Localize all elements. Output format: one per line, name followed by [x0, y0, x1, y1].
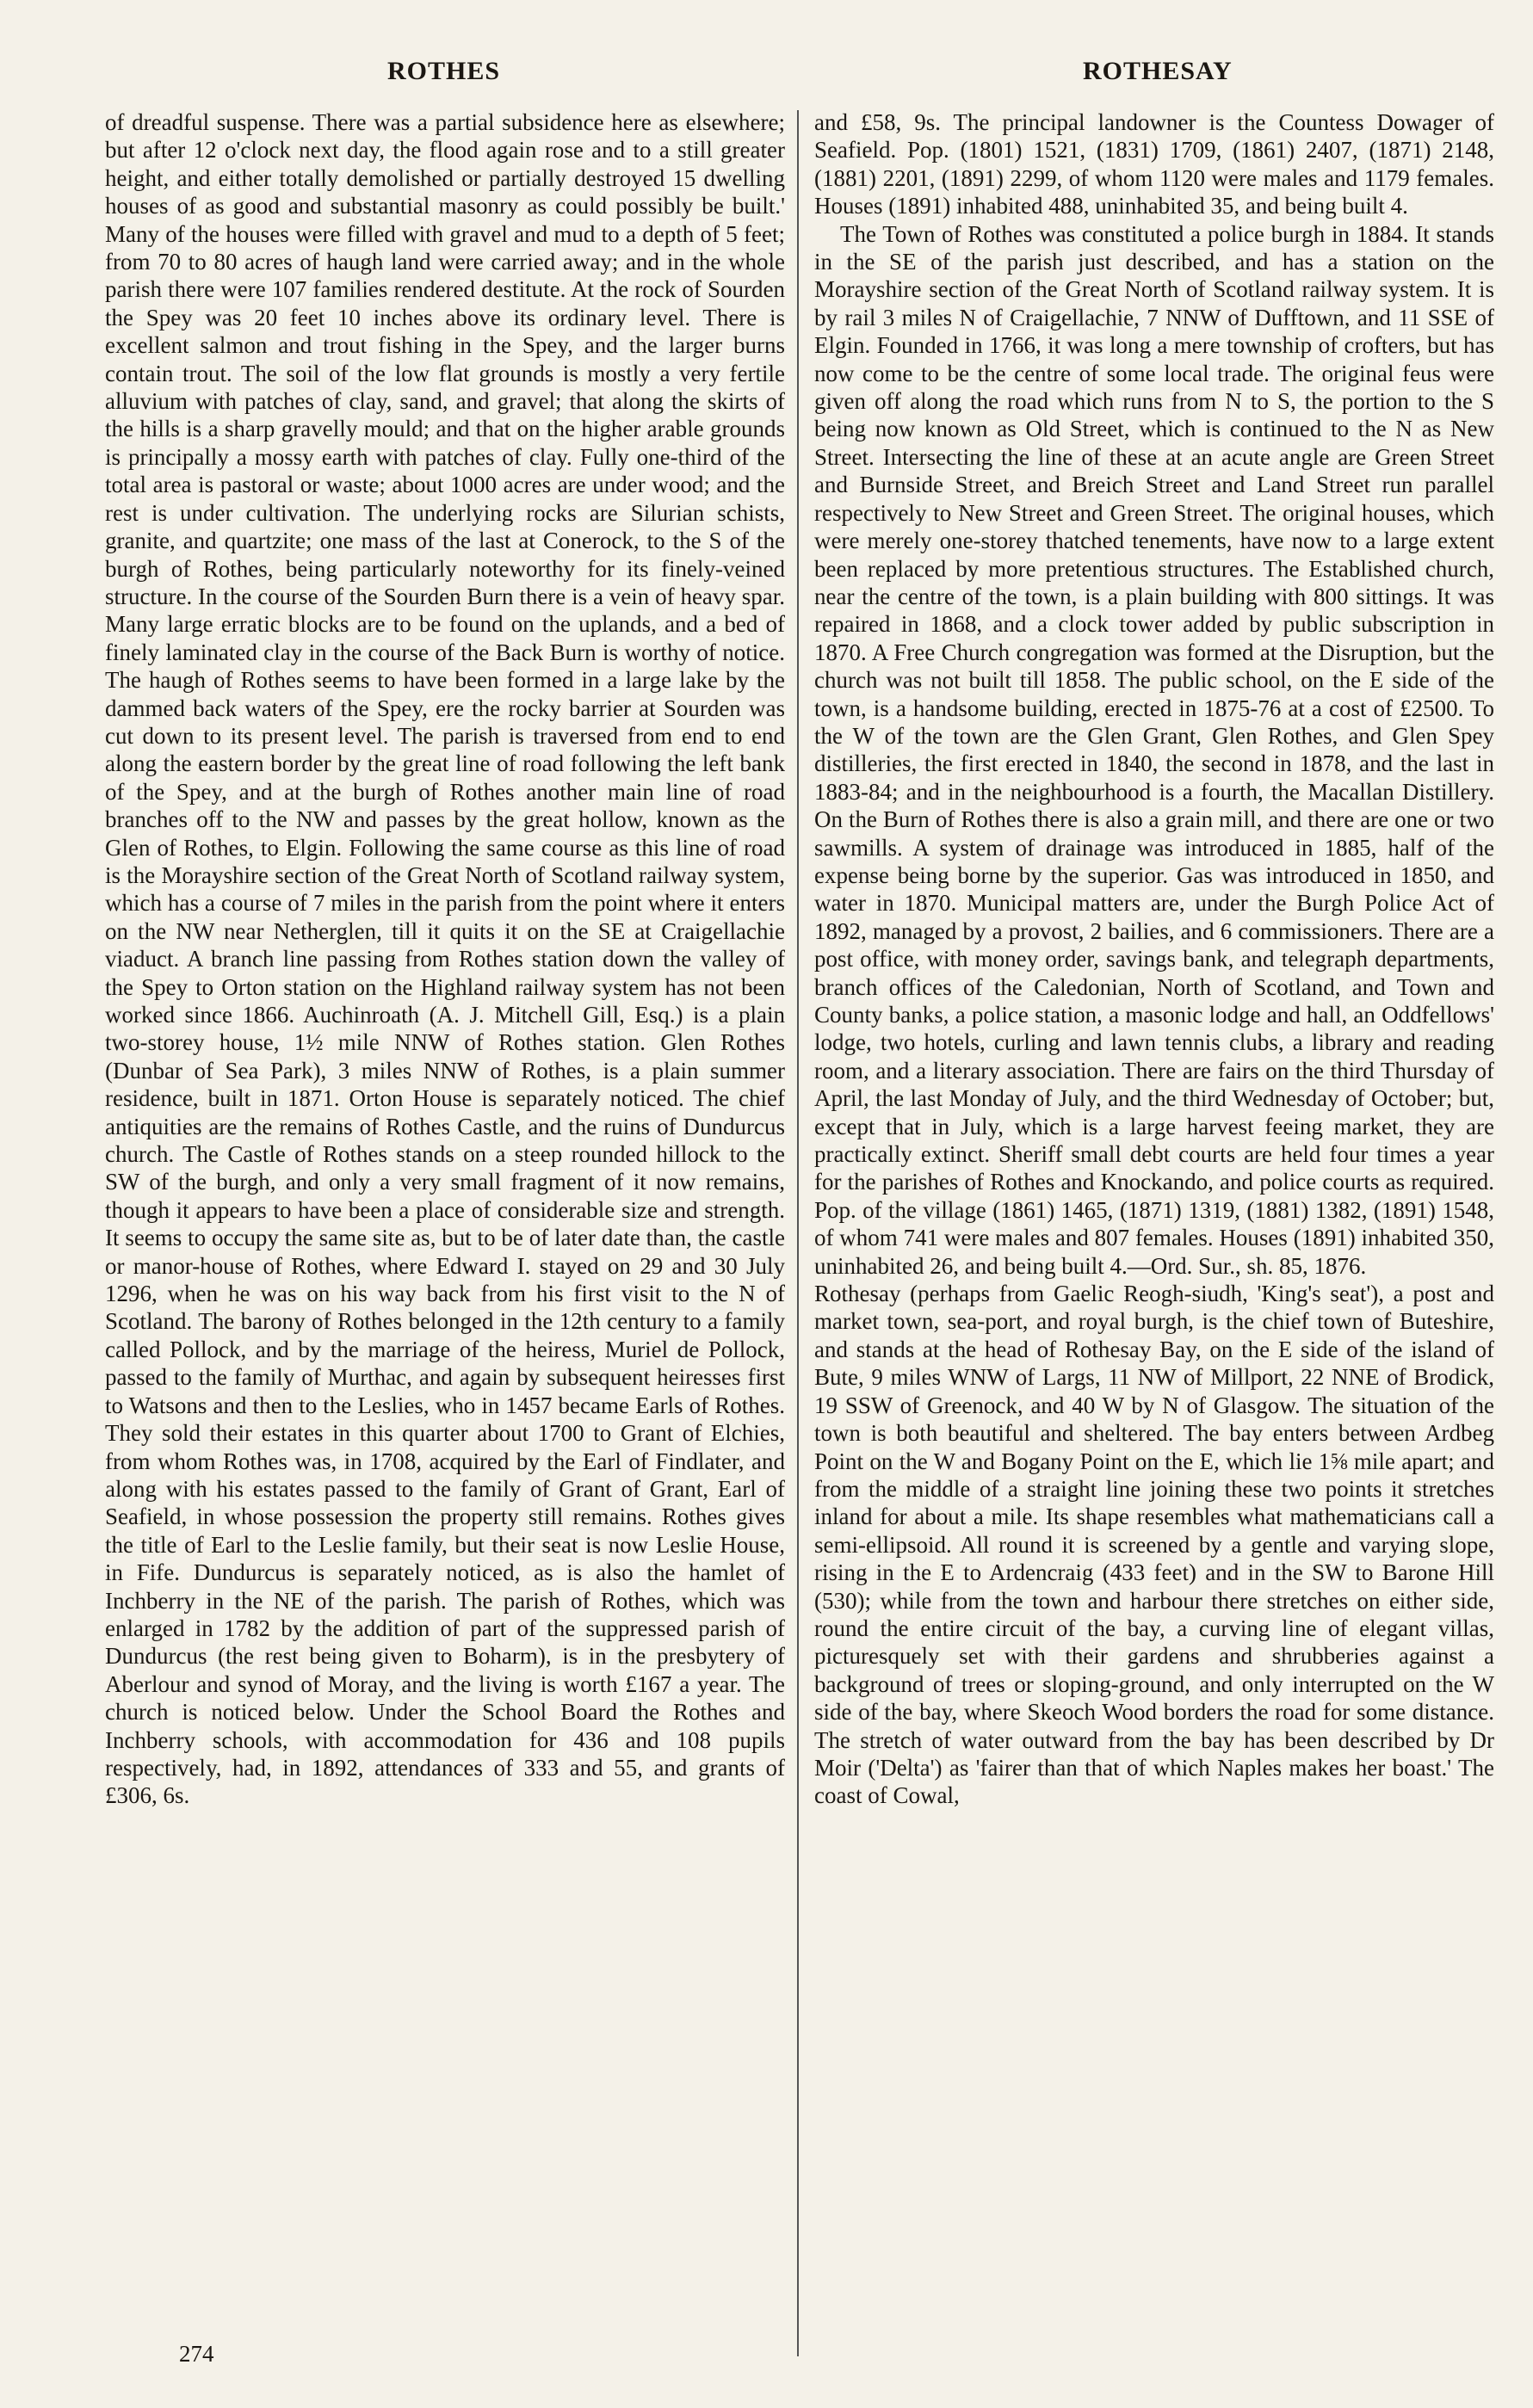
entry-paragraph-rothesay: Rothesay (perhaps from Gaelic Reogh-siudh, 'King's seat'), a post and market town, sea-port, and royal burgh, is the chief town of Buteshire, and stands at the head of Rothesay Bay, on the E side of the island of Bute, 9 miles WNW of Largs, 11 NW of Millport, 22 NNE of Brodick, 19 SSW of Greenock, and 40 W by N of Glasgow. The situation of the town is both beautiful and sheltered. The bay enters between Ardbeg Point on the W and Bogany Point on the E, which lie 1⅝ mile apart; and from the middle of a straight line joining these two points it stretches inland for about a mile. Its shape resembles what mathematicians call a semi-ellipsoid. All round it is screened by a gentle and varying slope, rising in the E to Ardencraig (433 feet) and in the SW to Barone Hill (530); while from the town and harbour there stretches on either side, round the entire circuit of the bay, a curving line of elegant villas, picturesquely set with their gardens and shrubberies against a background of trees or sloping-ground, and only interrupted on the W side of the bay, where Skeoch Wood borders the road for some distance. The stretch of water outward from the bay has been described by Dr Moir ('Delta') as 'fairer than that of which Naples makes her boast.' The coast of Cowal, — [814, 1281, 1494, 1809]
left-column — [105, 108, 785, 1810]
paragraph: The Town of Rothes was constituted a police burgh in 1884. It stands in the SE of the parish just described, and has a station on the Morayshire section of the Great North of Scotland railway system. It is by rail 3 miles N of Craigellachie, 7 NNW of Dufftown, and 11 SSE of Elgin. Founded in 1766, it was long a mere township of crofters, but has now come to be the centre of some local trade. The original feus were given off along the road which runs from N to S, the portion to the S being now known as Old Street, which is continued to the N as New Street. Intersecting the line of these at an acute angle are Green Street and Burnside Street, and Breich Street and Land Street run parallel respectively to New Street and Green Street. The original houses, which were merely one-storey thatched tenements, have now to a large extent been replaced by more pretentious structures. The Established church, near the centre of the town, is a plain building with 800 sittings. It was repaired in 1868, and a clock tower added by public subscription in 1870. A Free Church congregation was formed at the Disruption, but the church was not built till 1858. The public school, on the E side of the town, is a handsome building, erected in 1875-76 at a cost of £2500. To the W of the town are the Glen Grant, Glen Rothes, and Glen Spey distilleries, the first erected in 1840, the second in 1878, and the last in 1883-84; and in the neighbourhood is a fourth, the Macallan Distillery. On the Burn of Rothes there is also a grain mill, and there are one or two sawmills. A system of drainage was introduced in 1885, half of the expense being borne by the superior. Gas was introduced in 1850, and water in 1870. Municipal matters are, under the Burgh Police Act of 1892, managed by a provost, 2 bailies, and 6 commissioners. There are a post office, with money order, savings bank, and telegraph departments, branch offices of the Caledonian, North of Scotland, and Town and County banks, a police station, a masonic lodge and hall, an Oddfellows' lodge, two hotels, curling and lawn tennis clubs, a library and reading room, and a literary association. There are fairs on the third Thursday of April, the last Monday of July, and the third Wednesday of October; but, except that in July, which is a large harvest feeing market, they are practically extinct. Sheriff small debt courts are held four times a year for the parishes of Rothes and Knockando, and police courts as required. Pop. of the village (1861) 1465, (1871) 1319, (1881) 1382, (1891) 1548, of whom 741 were males and 807 females. Houses (1891) inhabited 350, uninhabited 26, and being built 4.—Ord. Sur., sh. 85, 1876. — [814, 220, 1494, 1279]
right-column — [814, 108, 1494, 1810]
paragraph: of dreadful suspense. There was a partial subsidence here as elsewhere; but after 12 o'clock next day, the flood again rose and to a still greater height, and either totally demolished or partially destroyed 15 dwelling houses of as good and substantial masonry as could possibly be built.' Many of the houses were filled with gravel and mud to a depth of 5 feet; from 70 to 80 acres of haugh land were carried away; and in the whole parish there were 107 families rendered destitute. At the rock of Sourden the Spey was 20 feet 10 inches above its ordinary level. There is excellent salmon and trout fishing in the Spey, and the larger burns contain trout. The soil of the low flat grounds is mostly a very fertile alluvium with patches of clay, sand, and gravel; that along the skirts of the hills is a sharp gravelly mould; and that on the higher arable grounds is principally a mossy earth with patches of clay. Fully one-third of the total area is pastoral or waste; about 1000 acres are under wood; and the rest is under cultivation. The underlying rocks are Silurian schists, granite, and quartzite; one mass of the last at Conerock, to the S of the burgh of Rothes, being particularly noteworthy for its finely-veined structure. In the course of the Sourden Burn there is a vein of heavy spar. Many large erratic blocks are to be found on the uplands, and a bed of finely laminated clay in the course of the Back Burn is worthy of notice. The haugh of Rothes seems to have been formed in a large lake by the dammed back waters of the Spey, ere the rocky barrier at Sourden was cut down to its present level. The parish is traversed from end to end along the eastern border by the great line of road following the left bank of the Spey, and at the burgh of Rothes another main line of road branches off to the NW and passes by the great hollow, known as the Glen of Rothes, to Elgin. Following the same course as this line of road is the Morayshire section of the Great North of Scotland railway system, which has a course of 7 miles in the parish from the point where it enters on the NW near Netherglen, till it quits it on the SE at Craigellachie viaduct. A branch line passing from Rothes station down the valley of the Spey to Orton station on the Highland railway system has not been worked since 1866. Auchinroath (A. J. Mitchell Gill, Esq.) is a plain two-storey house, 1½ mile NNW of Rothes station. Glen Rothes (Dunbar of Sea Park), 3 miles NNW of Rothes, is a plain summer residence, built in 1871. Orton House is separately noticed. The chief antiquities are the remains of Rothes Castle, and the ruins of Dundurcus church. The Castle of Rothes stands on a steep rounded hillock to the SW of the burgh, and only a very small fragment of it now remains, though it appears to have been a place of considerable size and strength. It seems to occupy the same site as, but to be of later date than, the castle or manor-house of Rothes, where Edward I. stayed on 29 and 30 July 1296, when he was on his way back from his first visit to the N of Scotland. The barony of Rothes belonged in the 12th century to a family called Pollock, and by the marriage of the heiress, Muriel de Pollock, passed to the family of Murthac, and again by subsequent heiresses first to Watsons and then to the Leslies, who in 1457 became Earls of Rothes. They sold their estates in this quarter about 1700 to Grant of Elchies, from whom Rothes was, in 1708, acquired by the Earl of Findlater, and along with his estates passed to the family of Grant of Grant, Earl of Seafield, in whose possession the property still remains. Rothes gives the title of Earl to the Leslie family, but their seat is now Leslie House, in Fife. Dundurcus is separately noticed, as is also the hamlet of Inchberry in the NE of the parish. The parish of Rothes, which was enlarged in 1782 by the addition of part of the suppressed parish of Dundurcus (the rest being given to Boharm), is in the presbytery of Aberlour and synod of Moray, and the living is worth £167 a year. The church is noticed below. Under the School Board the Rothes and Inchberry schools, with accommodation for 436 and 108 pupils respectively, had, in 1892, attendances of 333 and 55, and grants of £306, 6s. — [105, 109, 785, 1809]
page-number: 274 — [179, 2341, 214, 2367]
running-header-right: ROTHESAY — [1083, 57, 1233, 85]
running-header-left: ROTHES — [387, 57, 501, 85]
column-divider — [797, 110, 799, 2356]
paragraph: and £58, 9s. The principal landowner is the Countess Dowager of Seafield. Pop. (1801) 1521, (1831) 1709, (1861) 2407, (1871) 2148, (1881) 2201, (1891) 2299, of whom 1120 were males and 1179 females. Houses (1891) inhabited 488, uninhabited 35, and being built 4. — [814, 109, 1494, 219]
